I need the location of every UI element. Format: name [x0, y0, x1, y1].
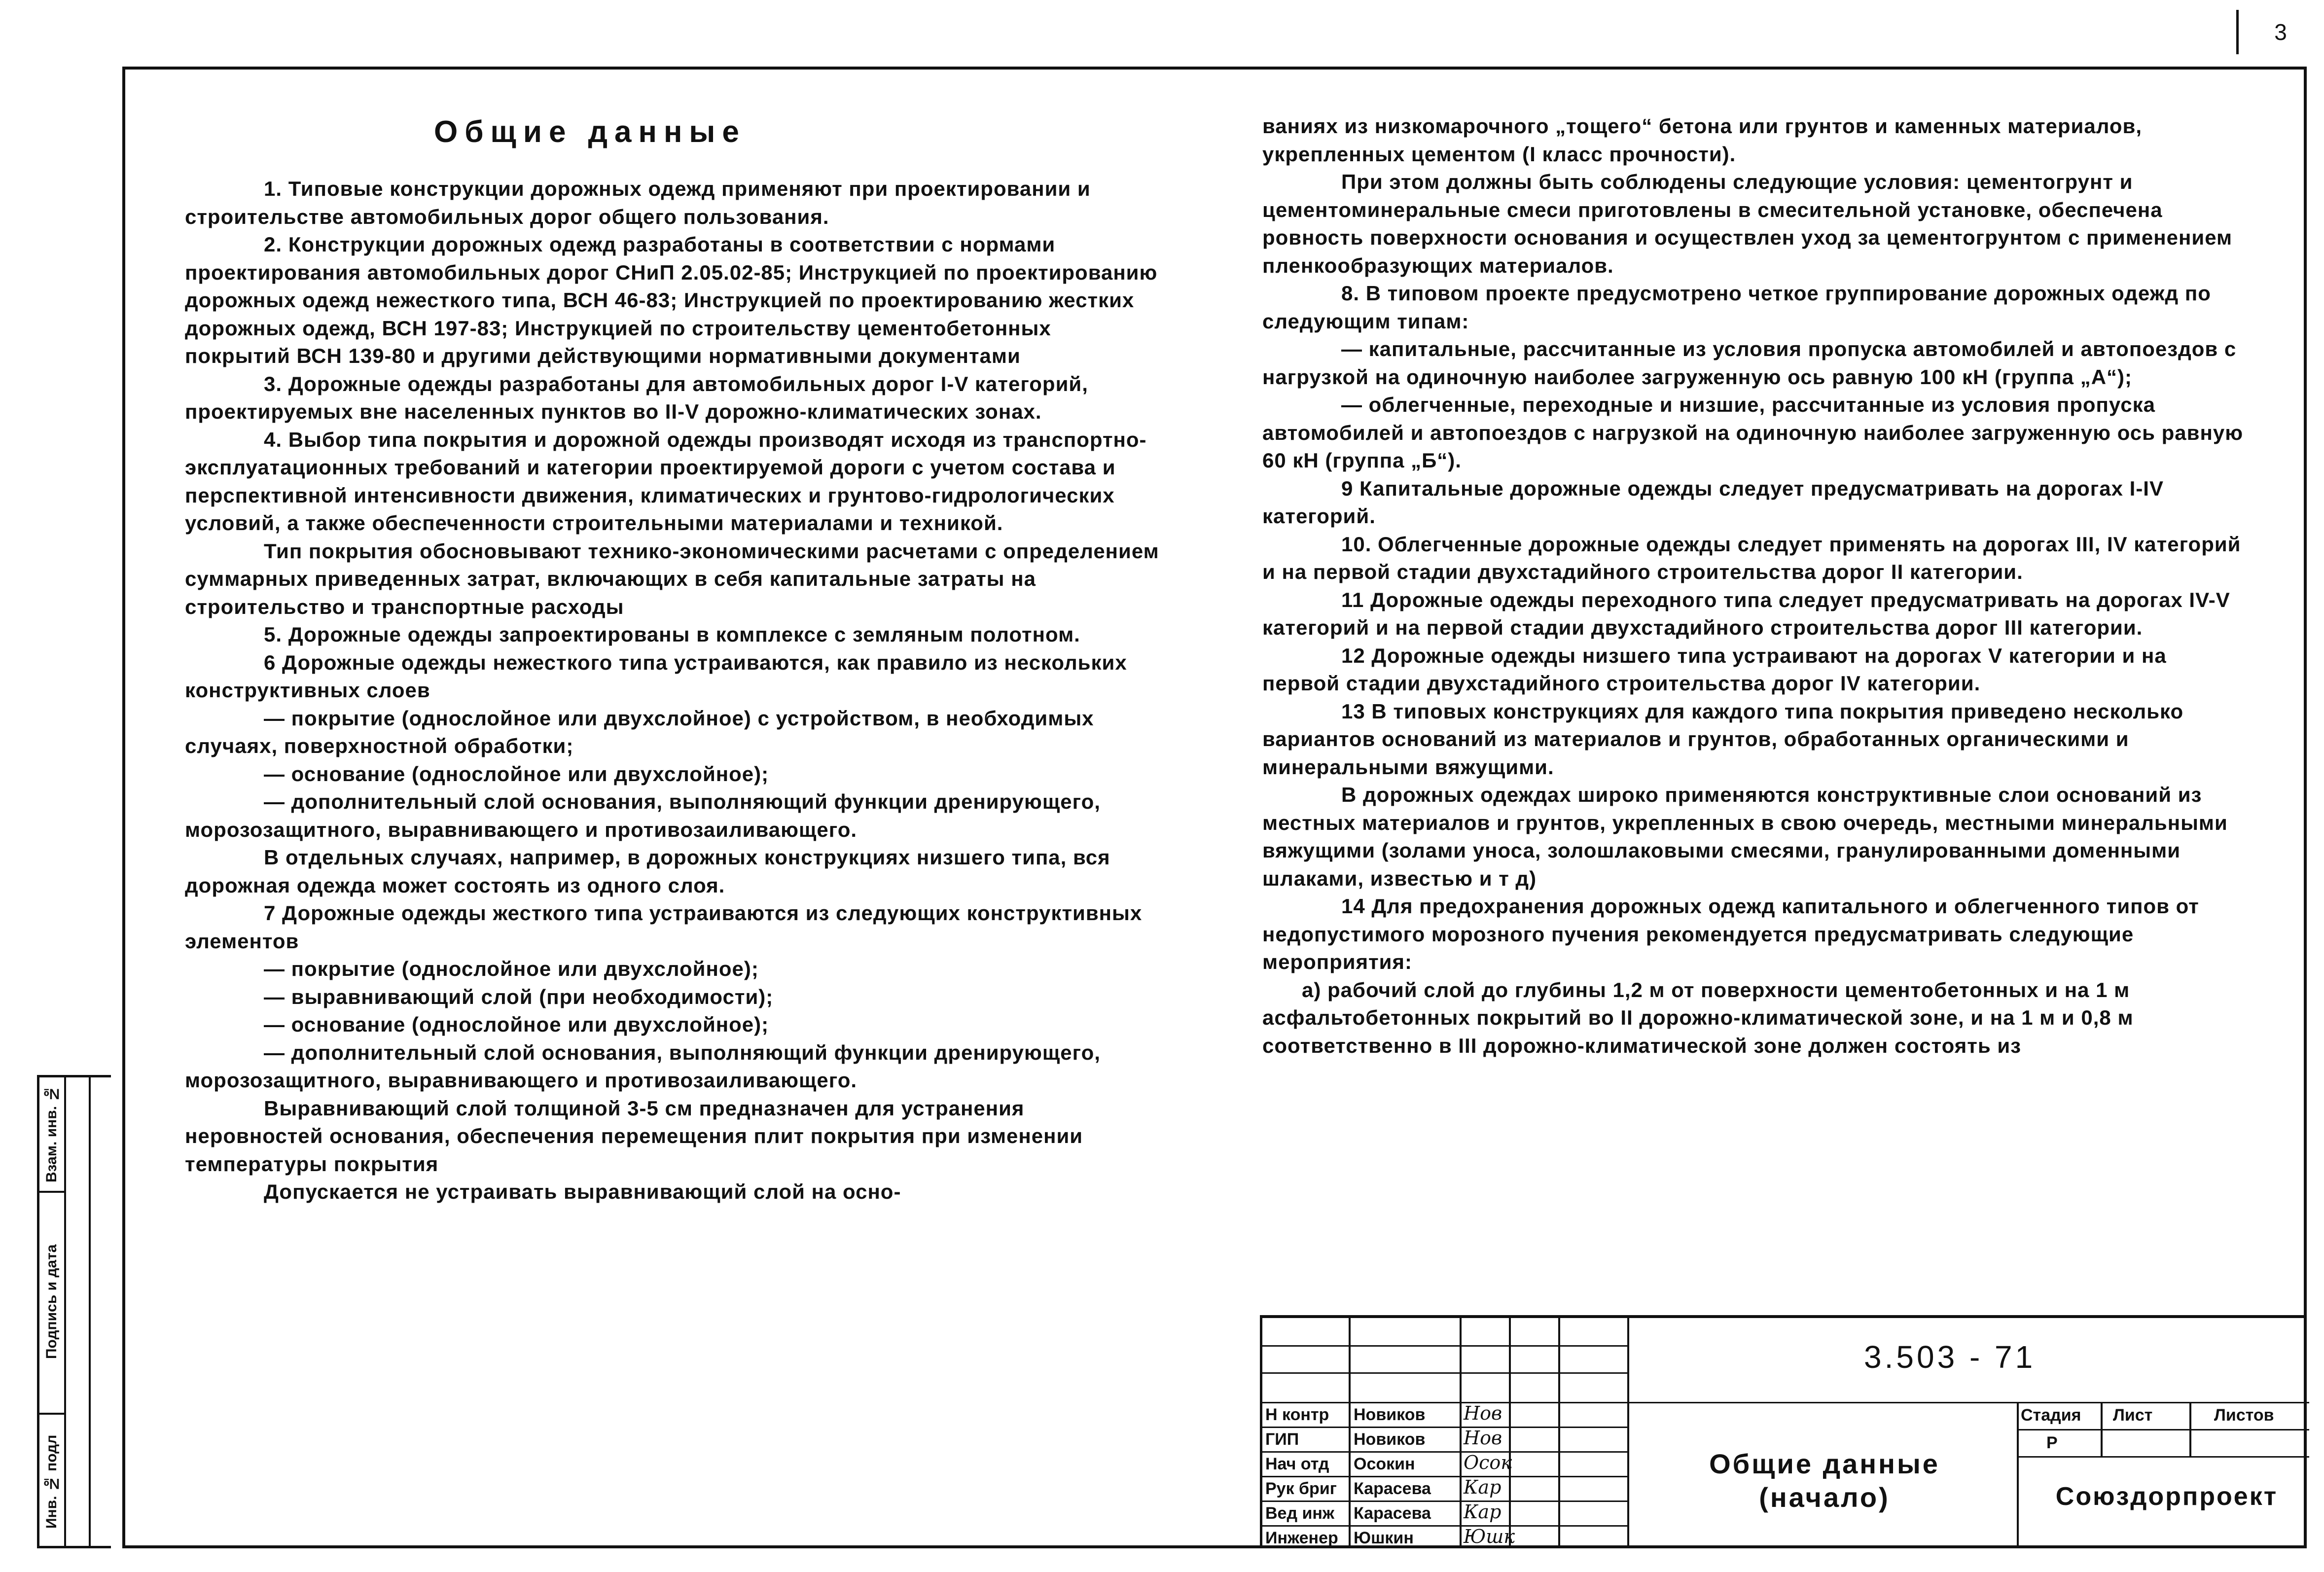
stamp-signature: Кар — [1464, 1476, 1502, 1498]
title-block-rule — [2017, 1429, 2309, 1430]
stamp-role: Н контр — [1265, 1405, 1329, 1424]
paragraph: 6 Дорожные одежды нежесткого типа устраиваются, как правило из нескольких конструктивных слоев — [185, 650, 1127, 702]
stamp-name: Карасева — [1354, 1504, 1431, 1523]
title-block-rule — [1627, 1318, 1629, 1548]
stamp-signature: Кар — [1464, 1501, 1502, 1523]
side-stamp — [37, 1075, 111, 1548]
title-block-rule — [1262, 1372, 1627, 1374]
title-block-rule — [1460, 1318, 1462, 1548]
stamp-role: Вед инж — [1265, 1504, 1335, 1523]
sheet-name-line2: (начало) — [1759, 1482, 1890, 1513]
stamp-signature: Осок — [1464, 1452, 1512, 1473]
paragraph: — основание (однослойное или двухслойное); — [264, 1013, 769, 1036]
paragraph: В дорожных одеждах широко применяются конструктивные слои оснований из местных материалов и грунтов, укрепленных в свою очередь, местными минеральными вяжущими (золами уноса, золошлаковыми смесями, гранулированными доменными шлаками, известью и т д) — [1262, 783, 2228, 890]
stamp-name: Юшкин — [1354, 1529, 1414, 1547]
paragraph: — облегченные, переходные и низшие, рассчитанные из условия пропуска автомобилей и автопоездов с нагрузкой на одиночную наиболее загруженную ось равную 60 кН (группа „Б“). — [1262, 393, 2244, 472]
paragraph: 9 Капитальные дорожные одежды следует предусматривать на дорогах I-IV категорий. — [1262, 476, 2164, 528]
side-stamp-inv-podl: Инв. № подл — [43, 1434, 60, 1529]
paragraph: Выравнивающий слой толщиной 3-5 см предназначен для устранения неровностей основания, обеспечения перемещения плит покрытия при изменении температуры покрытия — [185, 1096, 1083, 1176]
paragraph: — выравнивающий слой (при необходимости); — [264, 985, 774, 1008]
paragraph: В отдельных случаях, например, в дорожных конструкциях низшего типа, вся дорожная одежда может состоять из одного слоя. — [185, 846, 1110, 897]
paragraph: — основание (однослойное или двухслойное); — [264, 762, 769, 786]
paragraph: 1. Типовые конструкции дорожных одежд применяют при проектировании и строительстве автомобильных дорог общего пользования. — [185, 177, 1091, 228]
title-block-rule — [2017, 1402, 2019, 1548]
paragraph: — дополнительный слой основания, выполняющий функции дренирующего, морозозащитного, выравнивающего и противозаиливающего. — [185, 790, 1101, 841]
organization-name: Союздорпроект — [2055, 1482, 2278, 1511]
title-block-rule — [1262, 1525, 1627, 1527]
title-block-rule — [1558, 1318, 1560, 1548]
paragraph: — дополнительный слой основания, выполняющий функции дренирующего, морозозащитного, выравнивающего и противозаиливающего. — [185, 1040, 1101, 1092]
stage-value: Р — [2046, 1433, 2058, 1452]
sheet-name-line1: Общие данные — [1709, 1448, 1940, 1479]
left-text-column — [185, 175, 1161, 1206]
sheet-name — [1637, 1447, 2012, 1514]
side-stamp-podpis-data: Подпись и дата — [43, 1244, 60, 1359]
stamp-signature: Нов — [1464, 1427, 1502, 1449]
title-block-rule — [1262, 1427, 1627, 1428]
paragraph: 13 В типовых конструкциях для каждого типа покрытия приведено несколько вариантов оснований из материалов и грунтов, обработанных органическими и минеральными вяжущими. — [1262, 699, 2184, 779]
paragraph: 3. Дорожные одежды разработаны для автомобильных дорог I-V категорий, проектируемых вне населенных пунктов во II-V дорожно-климатических зонах. — [185, 372, 1088, 423]
title-block-rule — [1262, 1402, 2309, 1403]
stamp-role: ГИП — [1265, 1430, 1299, 1449]
title-block-rule — [1349, 1318, 1351, 1548]
title-block-rule — [1262, 1476, 1627, 1477]
stamp-name: Осокин — [1354, 1455, 1415, 1473]
paragraph: Допускается не устраивать выравнивающий слой на осно- — [264, 1180, 901, 1203]
paragraph: Тип покрытия обосновывают технико-экономическими расчетами с определением суммарных приведенных затрат, включающих в себя капитальные затраты на строительство и транспортные расходы — [185, 539, 1159, 618]
paragraph: 10. Облегченные дорожные одежды следует применять на дорогах III, IV категорий и на первой стадии двухстадийного строительства дорог II категории. — [1262, 532, 2241, 583]
title-block-rule — [1262, 1451, 1627, 1453]
paragraph: 8. В типовом проекте предусмотрено четкое группирование дорожных одежд по следующим типам: — [1262, 282, 2211, 333]
side-stamp-col — [64, 1077, 91, 1546]
list-header: Лист — [2113, 1406, 2153, 1425]
paragraph: — покрытие (однослойное или двухслойное) с устройством, в необходимых случаях, поверхностной обработки; — [185, 706, 1094, 757]
paragraph: ваниях из низкомарочного „тощего“ бетона или грунтов и каменных материалов, укрепленных цементом (I класс прочности). — [1262, 114, 2142, 166]
title-block-rule — [2017, 1456, 2309, 1458]
paragraph: 5. Дорожные одежды запроектированы в комплексе с земляным полотном. — [264, 623, 1080, 646]
title-block-rule — [1262, 1501, 1627, 1502]
stamp-signature: Юшк — [1464, 1526, 1515, 1547]
page-title: Общие данные — [434, 115, 746, 149]
document-code: 3.503 - 71 — [1864, 1339, 2036, 1375]
stamp-signature: Нов — [1464, 1402, 1502, 1424]
paragraph: 4. Выбор типа покрытия и дорожной одежды производят исходя из транспортно-эксплуатационных требований и категории проектируемой дороги с учетом состава и перспективной интенсивности движения, климатических и грунтово-гидрологических условий, а также обеспеченности строительными материалами и техникой. — [185, 428, 1147, 535]
paragraph: 11 Дорожные одежды переходного типа следует предусматривать на дорогах IV-V категорий и на первой стадии двухстадийного строительства дорог III категории. — [1262, 588, 2230, 639]
listov-header: Листов — [2214, 1406, 2274, 1425]
paragraph: — капитальные, рассчитанные из условия пропуска автомобилей и автопоездов с нагрузкой на одиночную наиболее загруженную ось равную 100 кН (группа „А“); — [1262, 337, 2237, 389]
stamp-role: Инженер — [1265, 1529, 1338, 1547]
paragraph: При этом должны быть соблюдены следующие условия: цементогрунт и цементоминеральные смеси приготовлены в смесительной установке, обеспечена ровность поверхности основания и осуществлен уход за цементогрунтом с применением пленкообразующих материалов. — [1262, 170, 2233, 277]
paragraph: 7 Дорожные одежды жесткого типа устраиваются из следующих конструктивных элементов — [185, 901, 1143, 953]
paragraph: 14 Для предохранения дорожных одежд капитального и облегченного типов от недопустимого морозного пучения рекомендуется предусматривать следующие мероприятия: — [1262, 894, 2199, 973]
paragraph: 12 Дорожные одежды низшего типа устраивают на дорогах V категории и на первой стадии двухстадийного строительства дорог IV категории. — [1262, 643, 2167, 695]
title-block-rule — [1262, 1345, 1627, 1347]
side-stamp-vzam-inv: Взам. инв. № — [43, 1085, 60, 1183]
sheet-number: 3 — [2236, 10, 2323, 54]
stamp-name: Новиков — [1354, 1430, 1426, 1449]
stamp-name: Новиков — [1354, 1405, 1426, 1424]
title-block-rule — [1509, 1318, 1511, 1548]
stamp-name: Карасева — [1354, 1479, 1431, 1498]
stamp-role: Нач отд — [1265, 1455, 1329, 1473]
paragraph: 2. Конструкции дорожных одежд разработаны в соответствии с нормами проектирования автомобильных дорог СНиП 2.05.02-85; Инструкцией по проектированию дорожных одежд нежесткого типа, ВСН 46-83; Инструкцией по проектированию жестких дорожных одежд, ВСН 197-83; Инструкцией по строительству цементобетонных покрытий ВСН 139-80 и другими действующими нормативными документами — [185, 233, 1158, 367]
right-text-column — [1262, 112, 2249, 1060]
paragraph: — покрытие (однослойное или двухслойное); — [264, 957, 759, 980]
stage-header: Стадия — [2021, 1406, 2081, 1425]
stamp-role: Рук бриг — [1265, 1479, 1337, 1498]
paragraph: а) рабочий слой до глубины 1,2 м от поверхности цементобетонных и на 1 м асфальтобетонных покрытий во II дорожно-климатической зоне, и на 1 м и 0,8 м соответственно в III дорожно-климатической зоне должен состоять из — [1262, 978, 2134, 1057]
